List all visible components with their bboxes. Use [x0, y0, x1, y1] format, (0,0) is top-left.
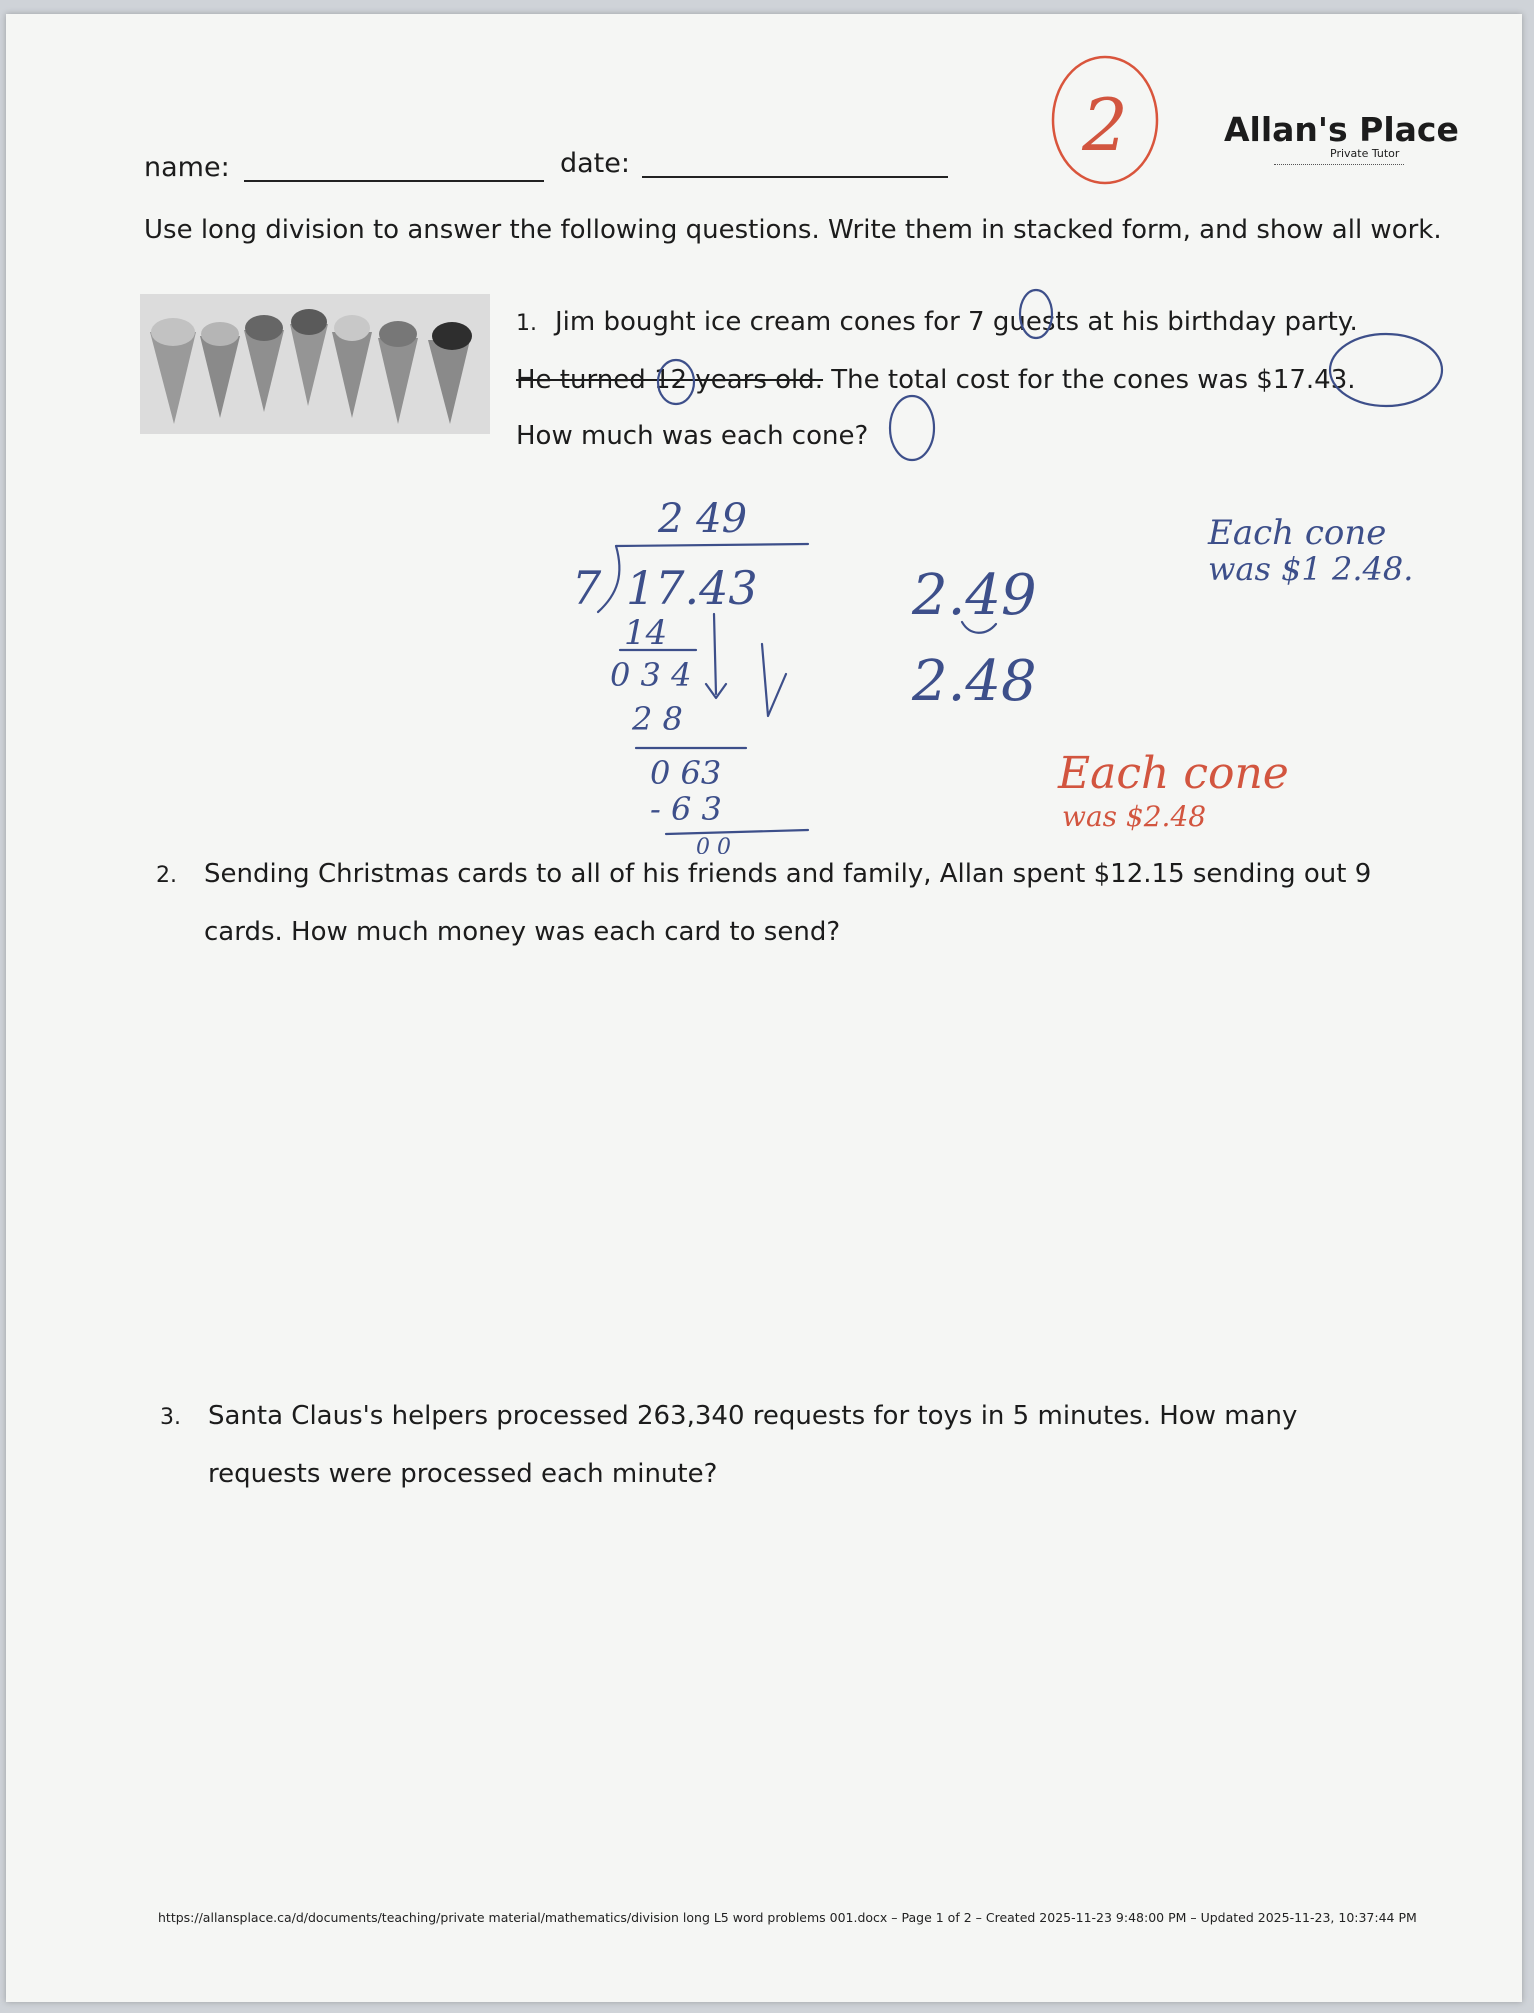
step-final-remainder: 0 0 — [696, 835, 731, 854]
step-remainder-2: 0 63 — [650, 754, 722, 792]
question-3-line-1 — [160, 1388, 1500, 1446]
question-1-line-2 — [516, 352, 1516, 408]
question-3 — [160, 1388, 1500, 1502]
answer-blue-line-2: was $1 2.48. — [1208, 550, 1414, 588]
question-1-struck-text: He turned 12 years old. — [516, 365, 824, 395]
ice-cream-cones-image — [140, 294, 490, 434]
side-value-2: 2.48 — [912, 649, 1037, 714]
question-2-line-1 — [156, 846, 1516, 904]
date-blank — [642, 176, 948, 178]
long-division-work — [546, 494, 866, 854]
name-label: name: — [144, 152, 230, 183]
page-footer: https://allansplace.ca/d/documents/teaching/private material/mathematics/division long L5 word problems 001.docx – Page 1 of 2 – Created 2025-11-23 9:48:00 PM – Updated 2025-11-23, 10:37:44 PM — [158, 1910, 1417, 1925]
question-3-text-2: requests were processed each minute? — [208, 1459, 718, 1489]
question-1 — [516, 294, 1516, 464]
date-label: date: — [560, 148, 630, 179]
bring-down-arrow-2 — [762, 644, 786, 716]
answer-blue-line-1: Each cone — [1208, 513, 1387, 553]
grade-mark — [1042, 50, 1172, 190]
question-1-text-1: Jim bought ice cream cones for 7 guests at his birthday party. — [555, 307, 1358, 337]
question-1-number: 1. — [516, 311, 537, 336]
question-1-text-2: The total cost for the cones was $17.43. — [823, 365, 1356, 395]
question-2-number: 2. — [156, 863, 177, 888]
answer-red-line-1: Each cone — [1058, 748, 1289, 799]
step-subtract-1: 14 — [624, 613, 668, 653]
step-remainder-1: 0 3 4 — [610, 656, 692, 694]
divisor: 7 — [572, 561, 602, 615]
question-2 — [156, 846, 1516, 960]
worksheet-page — [6, 14, 1522, 2002]
dividend: 17.43 — [626, 561, 758, 615]
question-2-text-2: cards. How much money was each card to send? — [204, 917, 841, 947]
question-3-number: 3. — [160, 1405, 181, 1430]
instructions: Use long division to answer the following questions. Write them in stacked form, and show all work. — [144, 215, 1442, 245]
brand-name: Allan's Place — [1224, 110, 1459, 149]
bring-down-arrow-1 — [706, 614, 726, 698]
brand-subtitle: Private Tutor — [1330, 147, 1400, 160]
division-bar — [616, 544, 808, 546]
brand-contact-line — [1274, 164, 1404, 168]
side-value-1: 2.49 — [912, 563, 1037, 628]
answer-red-line-2: was $2.48 — [1062, 800, 1207, 833]
name-blank — [244, 180, 544, 182]
question-3-text-1: Santa Claus's helpers processed 263,340 requests for toys in 5 minutes. How many — [208, 1401, 1298, 1431]
question-2-text-1: Sending Christmas cards to all of his friends and family, Allan spent $12.15 sending out 9 — [204, 859, 1372, 889]
quotient: 2 49 — [658, 496, 748, 542]
question-1-line-1 — [516, 294, 1516, 352]
side-work — [886, 494, 1526, 854]
grade-number: 2 — [1082, 83, 1128, 167]
step-subtract-2: 2 8 — [632, 700, 683, 738]
question-1-line-3: How much was each cone? — [516, 421, 869, 451]
rule-3 — [666, 830, 808, 834]
step-subtract-3: - 6 3 — [650, 790, 722, 828]
